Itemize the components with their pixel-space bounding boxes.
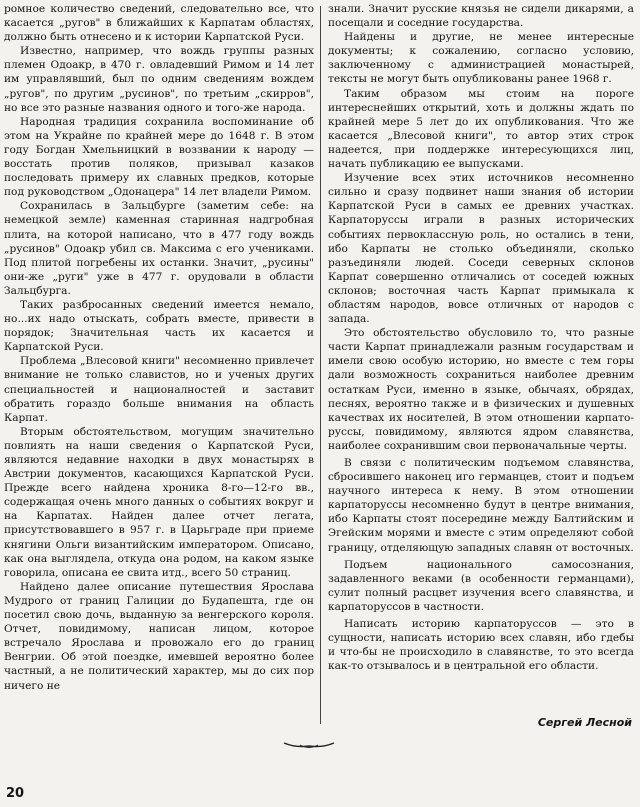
author-signature: Сергей Лесной: [537, 716, 632, 729]
paragraph: ромное количество сведений, следовательно все, что касается „ругов" в ближайших к Карпатам областях, должно быть отнесено и к истории Карпатской Руси.: [4, 3, 314, 44]
paragraph: Таким образом мы стоим на пороге интереснейших открытий, хоть и должны ждать по крайней мере 5 лет до их опубликования. Что же касается „Влесовой книги", то автор этих строк надеется, при поддержке интересующихся лиц, начать публикацию ее выпусками.: [328, 87, 634, 171]
paragraph: В связи с политическим подъемом славянства, сбросившего наконец иго германцев, стоит и подъем научного интереса к нему. В этом отношении карпаторуссы несомненно будут в центре внимания, ибо Карпаты стоят посередине между Балтийским и Эгейским морями и вместе с этим определяют собой границу, отделяющую западных славян от восточных.: [328, 457, 634, 554]
paragraph: Таких разбросанных сведений имеется немало, но...их надо отыскать, собрать вместе, привести в порядок; Значительная часть их касается и Карпатской Руси.: [4, 298, 314, 354]
right-column: [328, 2, 634, 673]
paragraph: Подъем национального самосознания, задавленного веками (в особенности германцами), сулит полный расцвет изучения всего славянства, и карпаторуссов в частности.: [328, 558, 634, 613]
paragraph: Сохранилась в Зальцбурге (заметим себе: на немецкой земле) каменная старинная надгробная плита, на которой написано, что в 477 году вождь „русинов" Одоакр убил св. Максима с его учениками. Под плитой погребены их останки. Значит, „русины" они-же „руги" уже в 477 г. орудовали в области Зальцбурга.: [4, 200, 314, 297]
page-number: 20: [6, 786, 25, 801]
left-column: [4, 2, 314, 693]
paragraph: Известно, например, что вождь группы разных племен Одоакр, в 470 г. овладевший Римом и 14 лет им управлявший, был по одним сведениям вождем „ругов", по другим „русинов", по третьим „скирров", но все это разные названия одного и того-же народа.: [4, 45, 314, 114]
paragraph: Найдено далее описание путешествия Ярослава Мудрого от границ Галиции до Будапешта, где он посетил свою дочь, выданную за венгерского короля. Отчет, повидимому, написан лицом, которое встречало Ярослава и провожало его до границ Венгрии. Об этой поездке, имевшей вероятно более частный, а не политический характер, мы до сих пор ничего не: [4, 580, 314, 692]
paragraph: знали. Значит русские князья не сидели дикарями, а посещали и соседние государства.: [328, 3, 634, 30]
paragraph: Проблема „Влесовой книги" несомненно привлечет внимание не только славистов, но и ученых других специальностей и националностей и заставит обратить гораздо больше внимания на область Карпат.: [4, 355, 314, 424]
column-divider: [320, 6, 321, 724]
paragraph: Народная традиция сохранила воспоминание об этом на Украйне по крайней мере до 1648 г. В этом году Богдан Хмельницкий в воззвании к народу — восстать против поляков, призывал казаков последовать примеру их славных предков, которые под руководством „Одонацера" 14 лет владели Римом.: [4, 115, 314, 199]
paragraph: Вторым обстоятельством, могущим значительно повлиять на наши сведения о Карпатской Руси, являются недавние находки в двух монастырях в Австрии документов, касающихся Карпатской Руси. Прежде всего найдена хроника 8-го—12-го вв., содержащая очень много данных о событиях вокруг и на Карпатах. Найден далее отчет легата, присутствовавшего в 957 г. в Царьграде при приеме княгини Ольги византийским императором. Описано, как она выглядела, откуда она родом, на каком языке говорила, описана ее свита итд., всего 50 страниц.: [4, 425, 314, 579]
paragraph: Найдены и другие, не менее интересные документы; к сожалению, согласно условию, заключенному с администрацией монастырей, тексты не могут быть опубликованы ранее 1968 г.: [328, 31, 634, 86]
paragraph: Изучение всех этих источников несомненно сильно и сразу подвинет наши знания об истории Карпатской Руси в самых ее древних участках. Карпаторуссы играли в разных исторических событиях первоклассную роль, но остались в тени, ибо Карпаты не столько объединяли, сколько разъединяли людей. Соседи северных склонов Карпат совершенно отличались от соседей южных склонов; восточная часть Карпат примыкала к областям народов, вовсе отличных от народов с запада.: [328, 172, 634, 326]
ornament-divider-icon: [282, 737, 336, 751]
paragraph: Написать историю карпаторуссов — это в сущности, написать историю всех славян, ибо гдебы и что-бы не происходило в славянстве, то это всегда как-то отзывалось и в центральной его области.: [328, 618, 634, 673]
paragraph: Это обстоятельство обусловило то, что разные части Карпат принадлежали разным государствам и имели свою особую историю, но вместе с тем горы дали возможность сохраниться наиболее древним остаткам Руси, именно в языке, обычаях, обрядах, песнях, вероятно также и в физических и душевных качествах их носителей, В этом отношении карпато-руссы, повидимому, являются ядром славянства, наиболее сохранившим свои первоначальные черты.: [328, 327, 634, 452]
